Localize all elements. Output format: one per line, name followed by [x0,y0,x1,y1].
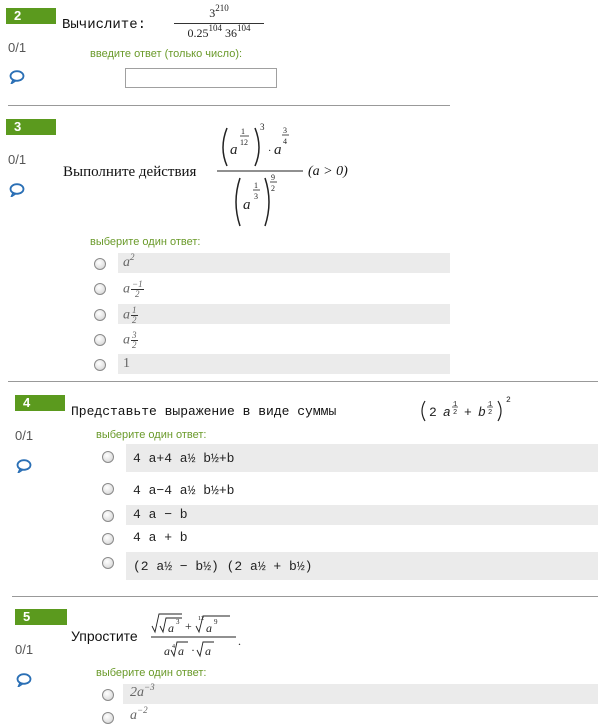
svg-text:2: 2 [271,184,275,193]
svg-text:b: b [478,405,486,420]
answer-option[interactable] [98,528,598,548]
comment-icon[interactable] [16,673,32,687]
answer-hint: выберите один ответ: [96,667,207,679]
svg-text:+: + [185,619,192,633]
option-label: 4 a + b [133,530,188,545]
svg-text:a: a [443,405,451,420]
svg-text:2: 2 [506,396,511,405]
question-prompt: Представьте выражение в виде суммы [71,404,337,419]
svg-text:3: 3 [283,126,287,135]
comment-icon[interactable] [9,183,25,197]
svg-text:a: a [243,197,251,213]
answer-option[interactable] [98,684,598,704]
svg-text:a: a [205,644,211,658]
svg-text:1: 1 [488,401,493,409]
option-radio[interactable] [102,533,114,545]
svg-text:2: 2 [453,409,458,417]
question-number-badge: 2 [6,8,56,24]
answer-option[interactable] [98,552,598,580]
question-divider [8,105,450,106]
svg-text:a: a [230,142,238,158]
svg-text:3: 3 [176,618,180,626]
svg-text:2: 2 [488,409,493,417]
answer-option[interactable] [98,476,598,504]
option-radio[interactable] [102,510,114,522]
question-prompt: Упростите [71,628,138,644]
answer-option[interactable] [98,505,598,525]
option-label: 1 [123,356,130,371]
svg-text:.: . [238,634,241,648]
option-label: 4 a − b [133,507,188,522]
option-label: $a^{-2}$ [130,705,148,723]
svg-text:3: 3 [260,122,265,132]
svg-text:1: 1 [453,401,458,409]
svg-text:3: 3 [254,192,258,201]
svg-text:2: 2 [429,405,437,420]
option-row-bg [126,505,598,525]
svg-text:4: 4 [172,644,175,650]
question-number-badge: 5 [15,609,67,625]
formula-numerator: $3^{210}$ [174,6,264,24]
option-radio[interactable] [102,451,114,463]
option-row-bg [123,684,598,704]
svg-text:a: a [274,142,282,158]
question-divider [12,596,598,597]
answer-input[interactable] [125,68,277,88]
answer-option[interactable] [98,444,598,472]
answer-option[interactable] [98,707,598,724]
svg-text:·: · [191,643,195,657]
question-prompt: Вычислите: [62,17,147,33]
option-label: $a^2$ [123,252,135,270]
question-score: 0/1 [8,152,27,167]
answer-option[interactable] [90,253,450,273]
option-label: 4 a−4 a½ b½+b [133,483,235,498]
option-row-bg [118,253,450,273]
svg-text:a: a [178,644,184,658]
option-radio[interactable] [94,309,106,321]
question-condition: (a > 0) [308,164,348,179]
option-row-bg [118,304,450,324]
comment-icon[interactable] [16,459,32,473]
svg-text:12: 12 [198,616,204,622]
svg-text:a: a [168,621,174,635]
option-label: $2a^{-3}$ [130,682,155,700]
question-score: 0/1 [15,642,34,657]
question-prompt: Выполните действия [63,164,197,180]
svg-text:1: 1 [241,127,245,136]
svg-text:a: a [206,621,212,635]
svg-text:4: 4 [283,137,287,146]
option-row-bg [118,354,450,374]
option-label: 4 a+4 a½ b½+b [133,451,235,466]
question-score: 0/1 [8,40,27,55]
option-radio[interactable] [94,334,106,346]
answer-hint: выберите один ответ: [96,429,207,441]
answer-option[interactable] [90,354,450,374]
svg-text:+: + [464,405,472,420]
question-formula [418,393,528,425]
svg-text:1: 1 [254,181,258,190]
svg-text:9: 9 [271,173,275,182]
svg-text:a: a [164,644,170,658]
option-radio[interactable] [94,283,106,295]
option-radio[interactable] [94,258,106,270]
answer-hint: введите ответ (только число): [90,48,243,60]
option-label: a $\frac{1}{2}$ [123,305,137,325]
formula-denominator: 0.25$^{104}$ $36^{104}$ [187,23,251,40]
answer-option[interactable] [90,329,450,349]
svg-text:12: 12 [240,138,248,147]
answer-option[interactable] [90,304,450,324]
question-number-badge: 3 [6,119,56,135]
answer-hint: выберите один ответ: [90,236,201,248]
question-divider [8,381,598,382]
question-formula [215,118,305,233]
svg-text:·: · [268,146,272,157]
question-number-badge: 4 [15,395,65,411]
option-radio[interactable] [102,689,114,701]
svg-text:9: 9 [214,618,218,626]
question-score: 0/1 [15,428,34,443]
question-formula [174,3,264,41]
comment-icon[interactable] [9,70,25,84]
option-radio[interactable] [102,483,114,495]
option-radio[interactable] [102,712,114,724]
option-label: a $\frac{3}{2}$ [123,330,137,350]
option-label: a $\frac{-1}{2}$ [123,279,143,299]
option-label: (2 a½ − b½) (2 a½ + b½) [133,559,313,574]
answer-option[interactable] [90,278,450,298]
option-radio[interactable] [102,557,114,569]
option-radio[interactable] [94,359,106,371]
question-formula [150,610,246,662]
